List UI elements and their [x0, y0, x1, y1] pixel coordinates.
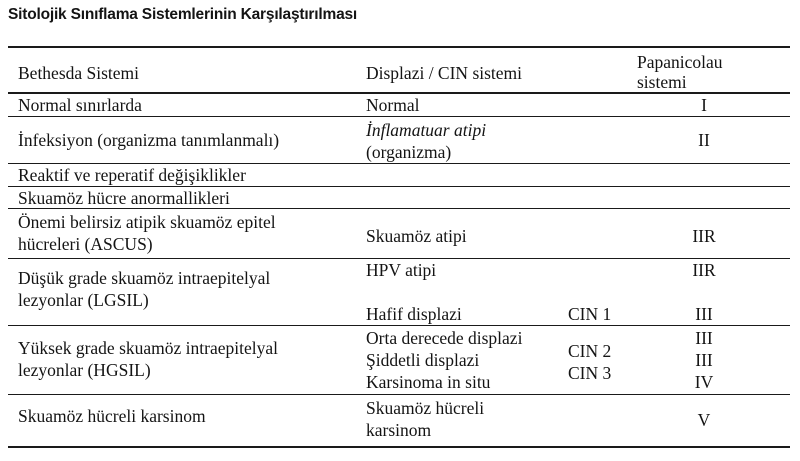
- displazi-cell-line2: karsinom: [366, 420, 432, 440]
- displazi-cell-line2: Şiddetli displazi: [366, 350, 480, 370]
- displazi-cell: HPV atipi: [366, 260, 437, 280]
- bethesda-cell-line2: hücreleri (ASCUS): [18, 234, 153, 254]
- papanicolau-cell-line2: III: [695, 350, 713, 370]
- row-separator: [8, 186, 790, 187]
- papanicolau-cell: III: [695, 328, 713, 348]
- displazi-cell-line2: (organizma): [366, 142, 452, 162]
- header-bethesda: Bethesda Sistemi: [18, 63, 140, 83]
- bethesda-cell: Skuamöz hücreli karsinom: [18, 406, 206, 426]
- bethesda-cell-line2: lezyonlar (HGSIL): [18, 360, 151, 380]
- displazi-cell: İnflamatuar atipi: [366, 120, 487, 140]
- displazi-cell: Normal: [366, 95, 420, 115]
- papanicolau-cell: I: [701, 95, 707, 115]
- papanicolau-cell-line2: III: [695, 304, 713, 324]
- papanicolau-cell: V: [697, 410, 711, 430]
- table-bottom-border: [8, 446, 790, 448]
- displazi-cell-line3: Karsinoma in situ: [366, 372, 491, 392]
- bethesda-cell: Normal sınırlarda: [18, 95, 142, 115]
- displazi-cell: Orta derecede displazi: [366, 328, 523, 348]
- displazi-cell: Skuamöz atipi: [366, 226, 467, 246]
- row-separator: [8, 394, 790, 395]
- bethesda-cell: Reaktif ve reperatif değişiklikler: [18, 165, 246, 185]
- cin-cell: CIN 1: [568, 304, 612, 324]
- cin-cell-line2: CIN 3: [568, 363, 612, 383]
- header-separator: [8, 92, 790, 94]
- row-separator: [8, 258, 790, 259]
- papanicolau-cell-line3: IV: [694, 372, 714, 392]
- header-papanicolau: Papanicolau: [637, 52, 723, 72]
- bethesda-cell: Düşük grade skuamöz intraepitelyal: [18, 268, 271, 288]
- row-separator: [8, 116, 790, 117]
- page-title: Sitolojik Sınıflama Sistemlerinin Karşılaştırılması: [8, 6, 358, 23]
- bethesda-cell: Yüksek grade skuamöz intraepitelyal: [18, 338, 278, 358]
- displazi-cell: Skuamöz hücreli: [366, 398, 485, 418]
- bethesda-cell: Skuamöz hücre anormallikleri: [18, 188, 230, 208]
- bethesda-cell: Önemi belirsiz atipik skuamöz epitel: [18, 212, 276, 232]
- row-separator: [8, 325, 790, 326]
- displazi-cell-line2: Hafif displazi: [366, 304, 462, 324]
- header-displazi: Displazi / CIN sistemi: [366, 63, 523, 83]
- cin-cell: CIN 2: [568, 341, 612, 361]
- table-top-border: [8, 46, 790, 48]
- row-separator: [8, 208, 790, 209]
- bethesda-cell: İnfeksiyon (organizma tanımlanmalı): [18, 130, 280, 150]
- bethesda-cell-line2: lezyonlar (LGSIL): [18, 290, 149, 310]
- row-separator: [8, 163, 790, 164]
- header-papanicolau-line2: sistemi: [637, 72, 687, 92]
- papanicolau-cell: IIR: [692, 260, 716, 280]
- papanicolau-cell: IIR: [692, 226, 716, 246]
- papanicolau-cell: II: [698, 130, 710, 150]
